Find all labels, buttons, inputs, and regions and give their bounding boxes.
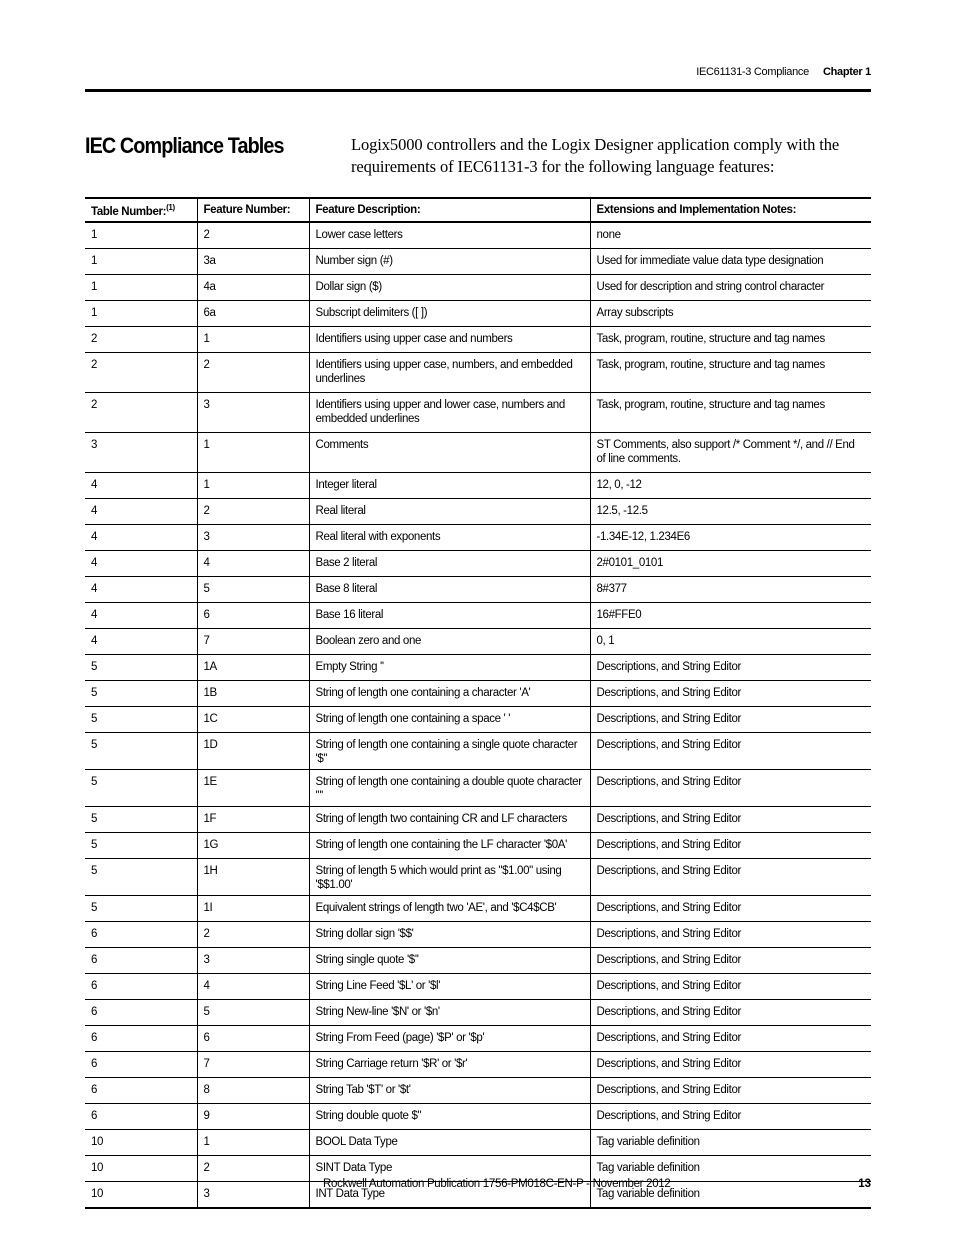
- cell-table-number: 4: [85, 577, 197, 603]
- cell-extensions-notes: Descriptions, and String Editor: [590, 859, 871, 896]
- cell-table-number: 4: [85, 525, 197, 551]
- cell-feature-description: String single quote '$'': [309, 948, 590, 974]
- cell-feature-description: String of length one containing the LF character '$0A': [309, 833, 590, 859]
- cell-feature-description: BOOL Data Type: [309, 1130, 590, 1156]
- cell-table-number: 2: [85, 353, 197, 393]
- table-row: [85, 948, 871, 974]
- table-row: [85, 499, 871, 525]
- cell-feature-number: 1G: [197, 833, 309, 859]
- cell-feature-number: 3: [197, 948, 309, 974]
- cell-feature-number: 3: [197, 525, 309, 551]
- cell-extensions-notes: Tag variable definition: [590, 1130, 871, 1156]
- cell-feature-description: Lower case letters: [309, 222, 590, 249]
- cell-table-number: 5: [85, 859, 197, 896]
- cell-feature-description: String dollar sign '$$': [309, 922, 590, 948]
- cell-feature-description: String double quote $": [309, 1104, 590, 1130]
- cell-feature-description: Real literal: [309, 499, 590, 525]
- cell-extensions-notes: 12.5, -12.5: [590, 499, 871, 525]
- cell-table-number: 1: [85, 275, 197, 301]
- cell-extensions-notes: 12, 0, -12: [590, 473, 871, 499]
- table-row: [85, 1130, 871, 1156]
- cell-feature-description: Identifiers using upper case, numbers, and embedded underlines: [309, 353, 590, 393]
- table-row: [85, 1078, 871, 1104]
- cell-feature-description: Equivalent strings of length two 'AE', and '$C4$CB': [309, 896, 590, 922]
- cell-table-number: 2: [85, 393, 197, 433]
- cell-table-number: 5: [85, 707, 197, 733]
- cell-table-number: 1: [85, 222, 197, 249]
- table-row: [85, 807, 871, 833]
- page-number: 13: [858, 1178, 871, 1190]
- cell-table-number: 5: [85, 833, 197, 859]
- intro-paragraph: Logix5000 controllers and the Logix Designer application comply with the requirements of IEC61131-3 for the following language features:: [351, 135, 840, 176]
- cell-feature-number: 3a: [197, 249, 309, 275]
- cell-feature-number: 4: [197, 551, 309, 577]
- cell-feature-number: 1D: [197, 733, 309, 770]
- cell-table-number: 4: [85, 603, 197, 629]
- cell-feature-description: String Tab '$T' or '$t': [309, 1078, 590, 1104]
- cell-table-number: 6: [85, 1000, 197, 1026]
- page-title: IEC Compliance Tables: [85, 133, 284, 158]
- cell-feature-number: 1E: [197, 770, 309, 807]
- header-table-number: [85, 198, 197, 222]
- cell-feature-number: 6: [197, 603, 309, 629]
- table-row: [85, 353, 871, 393]
- cell-extensions-notes: ST Comments, also support /* Comment */, and // End of line comments.: [590, 433, 871, 473]
- table-row: [85, 629, 871, 655]
- table-row: [85, 859, 871, 896]
- table-row: [85, 974, 871, 1000]
- cell-table-number: 6: [85, 1052, 197, 1078]
- header-section-title: IEC61131-3 Compliance: [696, 66, 809, 78]
- table-row: [85, 222, 871, 249]
- table-row: [85, 833, 871, 859]
- cell-feature-description: String of length one containing a double quote character '"': [309, 770, 590, 807]
- cell-feature-description: Base 16 literal: [309, 603, 590, 629]
- cell-feature-number: 5: [197, 577, 309, 603]
- cell-table-number: 10: [85, 1130, 197, 1156]
- table-row: [85, 1104, 871, 1130]
- footer-publication: Rockwell Automation Publication 1756-PM018C-EN-P - November 2012: [323, 1178, 671, 1190]
- cell-feature-description: SINT Data Type: [309, 1156, 590, 1182]
- cell-feature-description: String of length one containing a character 'A': [309, 681, 590, 707]
- cell-feature-number: 9: [197, 1104, 309, 1130]
- cell-table-number: 4: [85, 473, 197, 499]
- cell-table-number: 10: [85, 1182, 197, 1209]
- cell-table-number: 6: [85, 922, 197, 948]
- table-row: [85, 681, 871, 707]
- cell-feature-number: 1F: [197, 807, 309, 833]
- cell-feature-number: 2: [197, 222, 309, 249]
- cell-table-number: 6: [85, 948, 197, 974]
- cell-feature-number: 1I: [197, 896, 309, 922]
- cell-feature-number: 2: [197, 499, 309, 525]
- cell-feature-description: INT Data Type: [309, 1182, 590, 1209]
- cell-extensions-notes: Descriptions, and String Editor: [590, 948, 871, 974]
- cell-extensions-notes: Descriptions, and String Editor: [590, 1052, 871, 1078]
- table-row: [85, 301, 871, 327]
- cell-extensions-notes: Descriptions, and String Editor: [590, 707, 871, 733]
- cell-feature-description: String New-line '$N' or '$n': [309, 1000, 590, 1026]
- cell-table-number: 5: [85, 681, 197, 707]
- cell-feature-number: 8: [197, 1078, 309, 1104]
- cell-table-number: 5: [85, 770, 197, 807]
- cell-table-number: 1: [85, 301, 197, 327]
- table-row: [85, 603, 871, 629]
- cell-feature-number: 6a: [197, 301, 309, 327]
- cell-feature-description: Integer literal: [309, 473, 590, 499]
- cell-table-number: 10: [85, 1156, 197, 1182]
- cell-extensions-notes: Used for immediate value data type designation: [590, 249, 871, 275]
- table-row: [85, 770, 871, 807]
- header-rule: [85, 89, 871, 92]
- cell-extensions-notes: Descriptions, and String Editor: [590, 1026, 871, 1052]
- table-row: [85, 655, 871, 681]
- cell-feature-description: Base 2 literal: [309, 551, 590, 577]
- table-row: [85, 1000, 871, 1026]
- cell-table-number: 4: [85, 499, 197, 525]
- cell-extensions-notes: Descriptions, and String Editor: [590, 1078, 871, 1104]
- cell-feature-number: 7: [197, 1052, 309, 1078]
- cell-feature-number: 2: [197, 922, 309, 948]
- cell-feature-description: Identifiers using upper case and numbers: [309, 327, 590, 353]
- cell-extensions-notes: Descriptions, and String Editor: [590, 922, 871, 948]
- cell-feature-number: 4a: [197, 275, 309, 301]
- cell-extensions-notes: 16#FFE0: [590, 603, 871, 629]
- table-row: [85, 433, 871, 473]
- cell-table-number: 6: [85, 1104, 197, 1130]
- table-header-row: [85, 198, 871, 222]
- cell-feature-number: 6: [197, 1026, 309, 1052]
- cell-extensions-notes: Descriptions, and String Editor: [590, 655, 871, 681]
- cell-extensions-notes: Task, program, routine, structure and tag names: [590, 327, 871, 353]
- cell-extensions-notes: Descriptions, and String Editor: [590, 833, 871, 859]
- header-table-number-label: Table Number:: [91, 205, 167, 218]
- cell-feature-number: 2: [197, 1156, 309, 1182]
- table-row: [85, 473, 871, 499]
- cell-table-number: 6: [85, 1078, 197, 1104]
- table-row: [85, 249, 871, 275]
- cell-feature-number: 3: [197, 1182, 309, 1209]
- cell-feature-number: 2: [197, 353, 309, 393]
- cell-extensions-notes: Descriptions, and String Editor: [590, 807, 871, 833]
- cell-extensions-notes: Descriptions, and String Editor: [590, 1000, 871, 1026]
- cell-feature-description: Comments: [309, 433, 590, 473]
- table-body: [85, 222, 871, 1208]
- cell-extensions-notes: 0, 1: [590, 629, 871, 655]
- cell-extensions-notes: Array subscripts: [590, 301, 871, 327]
- header-feature-description: Feature Description:: [309, 198, 590, 222]
- cell-feature-description: Boolean zero and one: [309, 629, 590, 655]
- cell-feature-description: Base 8 literal: [309, 577, 590, 603]
- cell-feature-number: 1H: [197, 859, 309, 896]
- running-header: [85, 66, 871, 82]
- iec-compliance-table: [85, 197, 871, 1209]
- cell-feature-description: String From Feed (page) '$P' or '$p': [309, 1026, 590, 1052]
- cell-extensions-notes: 2#0101_0101: [590, 551, 871, 577]
- cell-feature-number: 1C: [197, 707, 309, 733]
- table-row: [85, 733, 871, 770]
- cell-table-number: 6: [85, 1026, 197, 1052]
- cell-feature-description: String Line Feed '$L' or '$l': [309, 974, 590, 1000]
- table-row: [85, 275, 871, 301]
- cell-extensions-notes: Tag variable definition: [590, 1156, 871, 1182]
- cell-extensions-notes: Task, program, routine, structure and tag names: [590, 393, 871, 433]
- cell-feature-number: 1: [197, 327, 309, 353]
- cell-feature-number: 3: [197, 393, 309, 433]
- cell-extensions-notes: Descriptions, and String Editor: [590, 681, 871, 707]
- cell-extensions-notes: none: [590, 222, 871, 249]
- cell-feature-description: String of length one containing a single quote character '$'': [309, 733, 590, 770]
- cell-table-number: 4: [85, 551, 197, 577]
- table-row: [85, 922, 871, 948]
- table-row: [85, 707, 871, 733]
- cell-extensions-notes: Task, program, routine, structure and tag names: [590, 353, 871, 393]
- cell-feature-description: String Carriage return '$R' or '$r': [309, 1052, 590, 1078]
- cell-extensions-notes: Descriptions, and String Editor: [590, 896, 871, 922]
- cell-feature-number: 1A: [197, 655, 309, 681]
- table-row: [85, 896, 871, 922]
- cell-feature-number: 1B: [197, 681, 309, 707]
- cell-table-number: 4: [85, 629, 197, 655]
- header-extensions-notes: Extensions and Implementation Notes:: [590, 198, 871, 222]
- cell-feature-description: Number sign (#): [309, 249, 590, 275]
- cell-extensions-notes: Tag variable definition: [590, 1182, 871, 1209]
- cell-feature-description: String of length one containing a space ' ': [309, 707, 590, 733]
- cell-feature-number: 4: [197, 974, 309, 1000]
- cell-table-number: 6: [85, 974, 197, 1000]
- cell-table-number: 3: [85, 433, 197, 473]
- table-row: [85, 393, 871, 433]
- table-row: [85, 551, 871, 577]
- cell-table-number: 5: [85, 807, 197, 833]
- cell-table-number: 2: [85, 327, 197, 353]
- footnote-reference[interactable]: (1): [166, 202, 175, 212]
- cell-table-number: 5: [85, 733, 197, 770]
- cell-feature-description: Real literal with exponents: [309, 525, 590, 551]
- cell-feature-description: Subscript delimiters ([ ]): [309, 301, 590, 327]
- header-feature-number: Feature Number:: [197, 198, 309, 222]
- table-row: [85, 327, 871, 353]
- cell-feature-description: String of length two containing CR and LF characters: [309, 807, 590, 833]
- cell-extensions-notes: Used for description and string control character: [590, 275, 871, 301]
- cell-feature-description: Dollar sign ($): [309, 275, 590, 301]
- cell-feature-description: Empty String '': [309, 655, 590, 681]
- cell-feature-number: 1: [197, 1130, 309, 1156]
- cell-feature-number: 1: [197, 473, 309, 499]
- cell-extensions-notes: Descriptions, and String Editor: [590, 1104, 871, 1130]
- cell-feature-description: String of length 5 which would print as "$1.00" using '$$1.00': [309, 859, 590, 896]
- cell-table-number: 5: [85, 655, 197, 681]
- cell-table-number: 5: [85, 896, 197, 922]
- table-row: [85, 1026, 871, 1052]
- header-chapter-label: Chapter 1: [822, 66, 871, 78]
- table-row: [85, 525, 871, 551]
- cell-extensions-notes: Descriptions, and String Editor: [590, 733, 871, 770]
- cell-extensions-notes: -1.34E-12, 1.234E6: [590, 525, 871, 551]
- cell-feature-description: Identifiers using upper and lower case, numbers and embedded underlines: [309, 393, 590, 433]
- table-row: [85, 577, 871, 603]
- cell-feature-number: 5: [197, 1000, 309, 1026]
- cell-feature-number: 1: [197, 433, 309, 473]
- cell-extensions-notes: 8#377: [590, 577, 871, 603]
- cell-extensions-notes: Descriptions, and String Editor: [590, 770, 871, 807]
- cell-table-number: 1: [85, 249, 197, 275]
- cell-feature-number: 7: [197, 629, 309, 655]
- table-row: [85, 1052, 871, 1078]
- cell-extensions-notes: Descriptions, and String Editor: [590, 974, 871, 1000]
